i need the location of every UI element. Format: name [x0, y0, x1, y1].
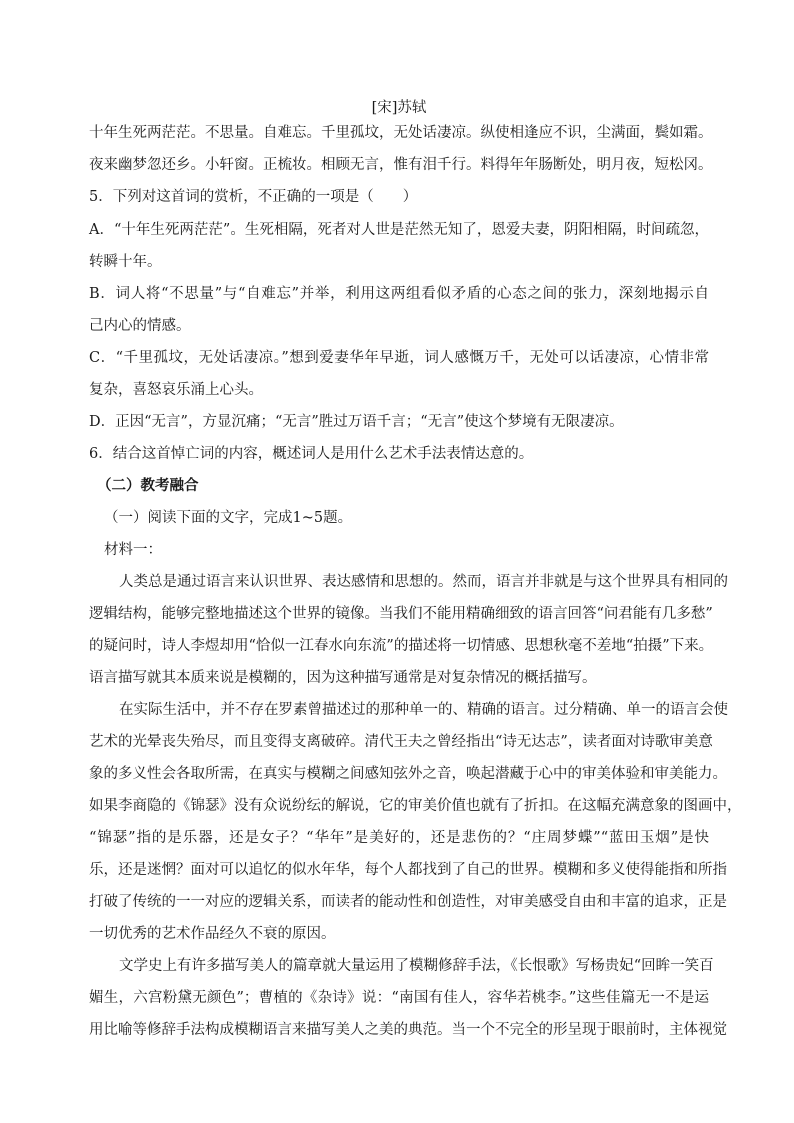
instruction: （一）阅读下面的文字，完成1~5题。 [104, 510, 353, 526]
option-b: B．词人将“不思量”与“自难忘”并举，利用这两组看似矛盾的心态之间的张力，深刻地揭示自 [89, 286, 709, 302]
option-b-cont: 己内心的情感。 [89, 318, 191, 334]
question-6: 6．结合这首悼亡词的内容，概述词人是用什么艺术手法表情达意的。 [89, 446, 534, 462]
paragraph-line: 艺术的光晕丧失殆尽，而且变得支离破碎。清代王夫之曾经指出“诗无达志”，读者面对诗歌审美意 [89, 734, 713, 750]
paragraph-line: 语言描写就其本质来说是模糊的，因为这种描写通常是对复杂情况的概括描写。 [89, 670, 597, 686]
paragraph-line: 乐，还是迷惘？面对可以追忆的似水年华，每个人都找到了自己的世界。模糊和多义使得能指和所指 [89, 862, 727, 878]
paragraph-line: 如果李商隐的《锦瑟》没有众说纷纭的解说，它的审美价值也就有了折扣。在这幅充满意象的图画中， [89, 798, 742, 814]
poem-author: [宋]苏轼 [371, 100, 427, 116]
option-c: C．“千里孤坟，无处话凄凉。”想到爱妻华年早逝，词人感慨万千，无处可以话凄凉，心情非常 [89, 350, 709, 366]
paragraph-line: 用比喻等修辞手法构成模糊语言来描写美人之美的典范。当一个不完全的形呈现于眼前时，主体视觉 [89, 1022, 727, 1038]
paragraph-line: 一切优秀的艺术作品经久不衰的原因。 [89, 926, 336, 942]
option-a-cont: 转瞬十年。 [89, 254, 162, 270]
material-label: 材料一： [104, 542, 162, 558]
paragraph-line: “锦瑟”指的是乐器，还是女子？“华年”是美好的，还是悲伤的？“庄周梦蝶”“蓝田玉烟”是快 [89, 830, 709, 846]
paragraph-line: 打破了传统的一一对应的逻辑关系，而读者的能动性和创造性，对审美感受自由和丰富的追求，正是 [89, 894, 727, 910]
question-5: 5．下列对这首词的赏析，不正确的一项是（ ） [89, 189, 418, 205]
option-c-cont: 复杂，喜怒哀乐涌上心头。 [89, 382, 263, 398]
section-heading: （二）教考融合 [97, 477, 199, 494]
option-a: A．“十年生死两茫茫”。生死相隔，死者对人世是茫然无知了，恩爱夫妻，阴阳相隔，时间疏忽， [89, 222, 709, 238]
option-d: D．正因“无言”，方显沉痛；“无言”胜过万语千言；“无言”使这个梦境有无限凄凉。 [89, 414, 624, 430]
poem-line: 十年生死两茫茫。不思量。自难忘。千里孤坟，无处话凄凉。纵使相逢应不识，尘满面，鬓如霜。 [89, 125, 713, 141]
paragraph-line: 的疑问时，诗人李煜却用“恰似一江春水向东流”的描述将一切情感、思想秋毫不差地“拍摄”下来。 [89, 638, 714, 654]
paragraph-line: 逻辑结构，能够完整地描述这个世界的镜像。当我们不能用精确细致的语言回答“问君能有几多愁” [89, 606, 713, 622]
poem-line: 夜来幽梦忽还乡。小轩窗。正梳妆。相顾无言，惟有泪千行。料得年年肠断处，明月夜，短松冈。 [89, 157, 713, 173]
paragraph-line: 文学史上有许多描写美人的篇章就大量运用了模糊修辞手法，《长恨歌》写杨贵妃“回眸一笑百 [119, 958, 714, 974]
paragraph-line: 媚生，六宫粉黛无颜色”；曹植的《杂诗》说：“南国有佳人，容华若桃李。”这些佳篇无一不是运 [89, 990, 709, 1006]
paragraph-line: 在实际生活中，并不存在罗素曾描述过的那种单一的、精确的语言。过分精确、单一的语言会使 [119, 702, 728, 718]
paragraph-line: 象的多义性会各取所需，在真实与模糊之间感知弦外之音，唤起潜藏于心中的审美体验和审美能力。 [89, 766, 727, 782]
paragraph-line: 人类总是通过语言来认识世界、表达感情和思想的。然而，语言并非就是与这个世界具有相同的 [119, 574, 728, 590]
